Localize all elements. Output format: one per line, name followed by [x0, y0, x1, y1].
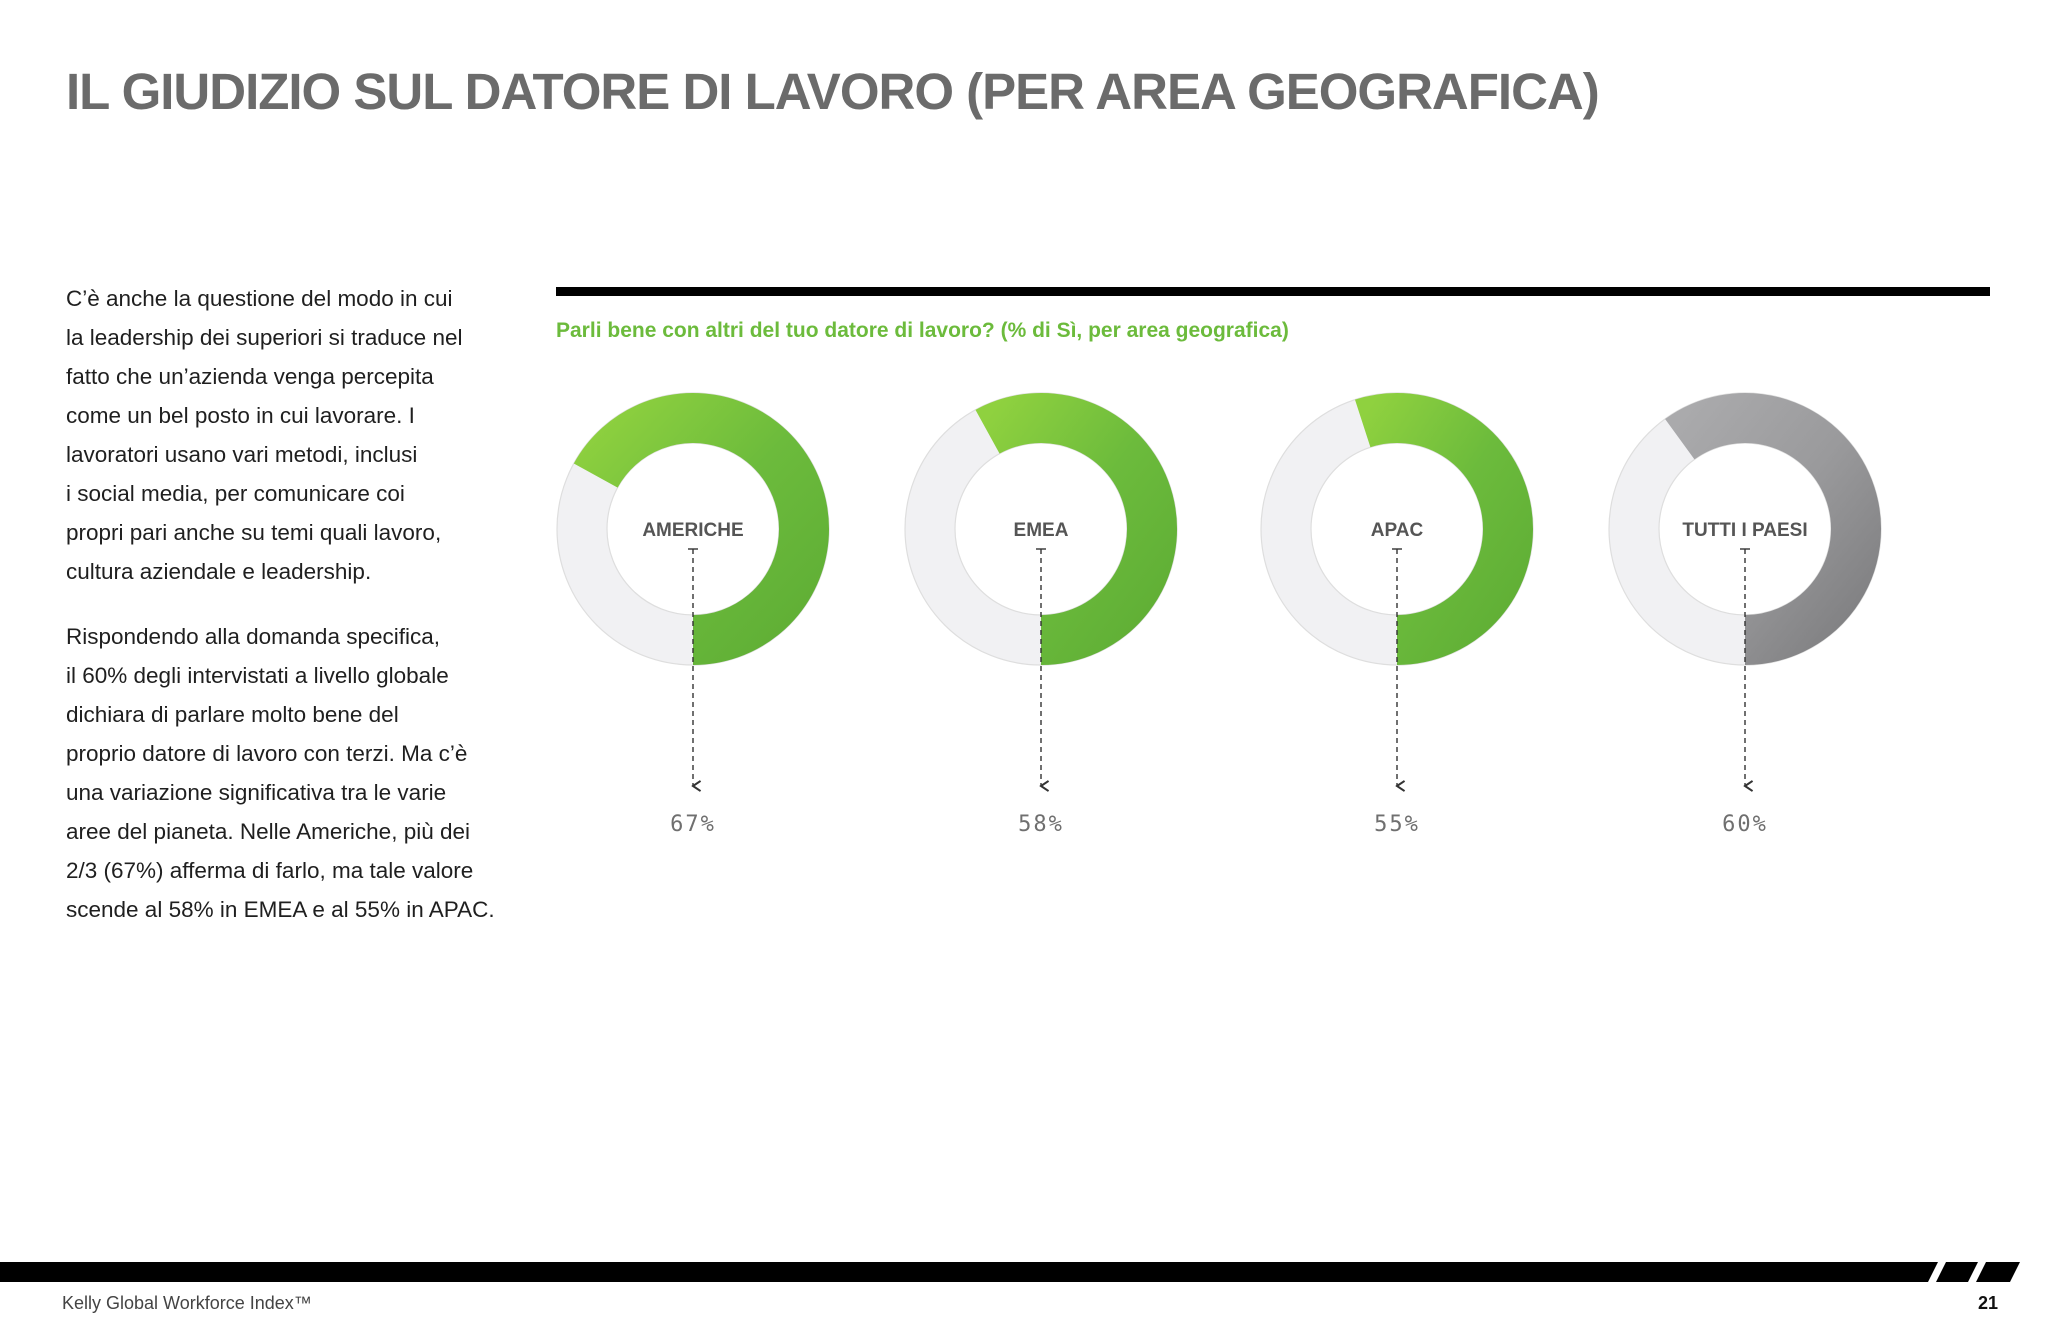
- body-line: Rispondendo alla domanda specifica,: [66, 624, 440, 649]
- body-line: proprio datore di lavoro con terzi. Ma c’è: [66, 741, 468, 766]
- page-number: 21: [1977, 1293, 1998, 1313]
- body-line: cultura aziendale e leadership.: [66, 559, 372, 584]
- body-line: scende al 58% in EMEA e al 55% in APAC.: [66, 897, 495, 922]
- value-label: 67%: [670, 812, 716, 837]
- body-line: come un bel posto in cui lavorare. I: [66, 403, 415, 428]
- chart-title: Parli bene con altri del tuo datore di lavoro? (% di Sì, per area geografica): [556, 319, 1289, 342]
- body-line: i social media, per comunicare coi: [66, 481, 405, 506]
- body-line: una variazione significativa tra le varie: [66, 780, 447, 805]
- value-label: 58%: [1018, 812, 1064, 837]
- body-line: fatto che un’azienda venga percepita: [66, 364, 434, 389]
- body-line: propri pari anche su temi quali lavoro,: [66, 520, 442, 545]
- category-label: AMERICHE: [642, 520, 744, 541]
- category-label: APAC: [1370, 520, 1424, 541]
- category-label: EMEA: [1013, 520, 1069, 541]
- value-label: 55%: [1374, 812, 1420, 837]
- body-line: la leadership dei superiori si traduce nel: [66, 325, 463, 350]
- body-line: aree del pianeta. Nelle Americhe, più dei: [66, 819, 471, 844]
- body-line: C’è anche la questione del modo in cui: [66, 286, 453, 311]
- body-line: dichiara di parlare molto bene del: [66, 702, 399, 727]
- body-line: 2/3 (67%) afferma di farlo, ma tale valore: [66, 858, 474, 883]
- value-label: 60%: [1722, 812, 1768, 837]
- footer-bar: [0, 1262, 2048, 1282]
- page-title: IL GIUDIZIO SUL DATORE DI LAVORO (PER AREA GEOGRAFICA): [66, 63, 1599, 120]
- footer-brand: Kelly Global Workforce Index™: [62, 1293, 312, 1313]
- body-line: lavoratori usano vari metodi, inclusi: [66, 442, 418, 467]
- body-line: il 60% degli intervistati a livello globale: [66, 663, 449, 688]
- category-label: TUTTI I PAESI: [1682, 520, 1808, 541]
